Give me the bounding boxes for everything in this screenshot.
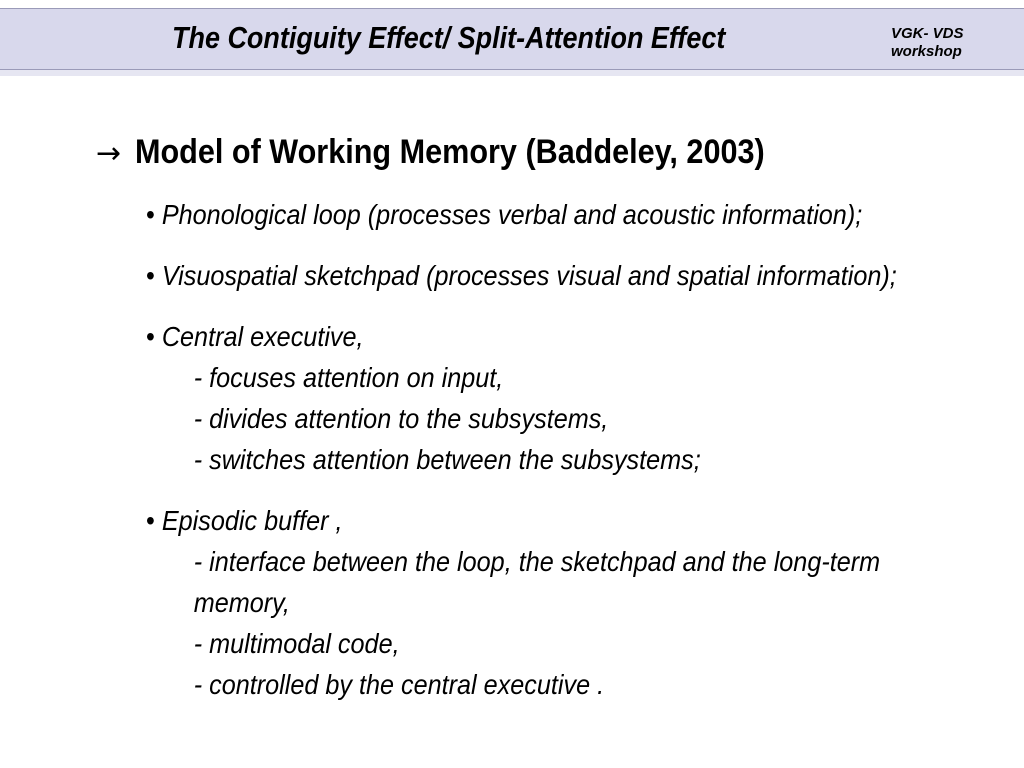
- sub-point: - focuses attention on input,: [193, 362, 504, 393]
- sub-point: - divides attention to the subsystems,: [193, 403, 609, 434]
- bullet-text: • Visuospatial sketchpad (processes visual and spatial information);: [146, 255, 920, 296]
- bullet-item-phonological-loop: [146, 194, 920, 235]
- sub-point: - controlled by the central executive .: [193, 669, 605, 700]
- bullet-text: • Central executive,: [146, 316, 920, 357]
- bullet-item-central-executive: [146, 316, 920, 480]
- right-arrow-icon: →: [96, 136, 122, 171]
- bullet-item-episodic-buffer: [146, 500, 920, 705]
- sub-point: - multimodal code,: [193, 628, 400, 659]
- sub-point: - interface between the loop, the sketchpad and the long-term: [193, 546, 881, 577]
- slide-title: The Contiguity Effect/ Split-Attention Effect: [172, 20, 726, 55]
- bullet-text: • Phonological loop (processes verbal and acoustic information);: [146, 194, 920, 235]
- bullet-text: • Episodic buffer ,: [146, 500, 920, 541]
- badge-line-1: VGK- VDS: [891, 25, 964, 42]
- header-shadow: [0, 70, 1024, 76]
- sub-point: memory,: [193, 587, 290, 618]
- sub-point: - switches attention between the subsystems;: [193, 444, 701, 475]
- bullet-item-visuospatial-sketchpad: [146, 255, 920, 296]
- bullet-list: [146, 194, 1006, 725]
- slide-content: [96, 130, 1006, 700]
- section-heading: [96, 130, 1006, 176]
- badge-line-2: workshop: [891, 43, 962, 60]
- section-heading-text: Model of Working Memory (Baddeley, 2003): [135, 133, 765, 171]
- workshop-badge: [891, 25, 964, 61]
